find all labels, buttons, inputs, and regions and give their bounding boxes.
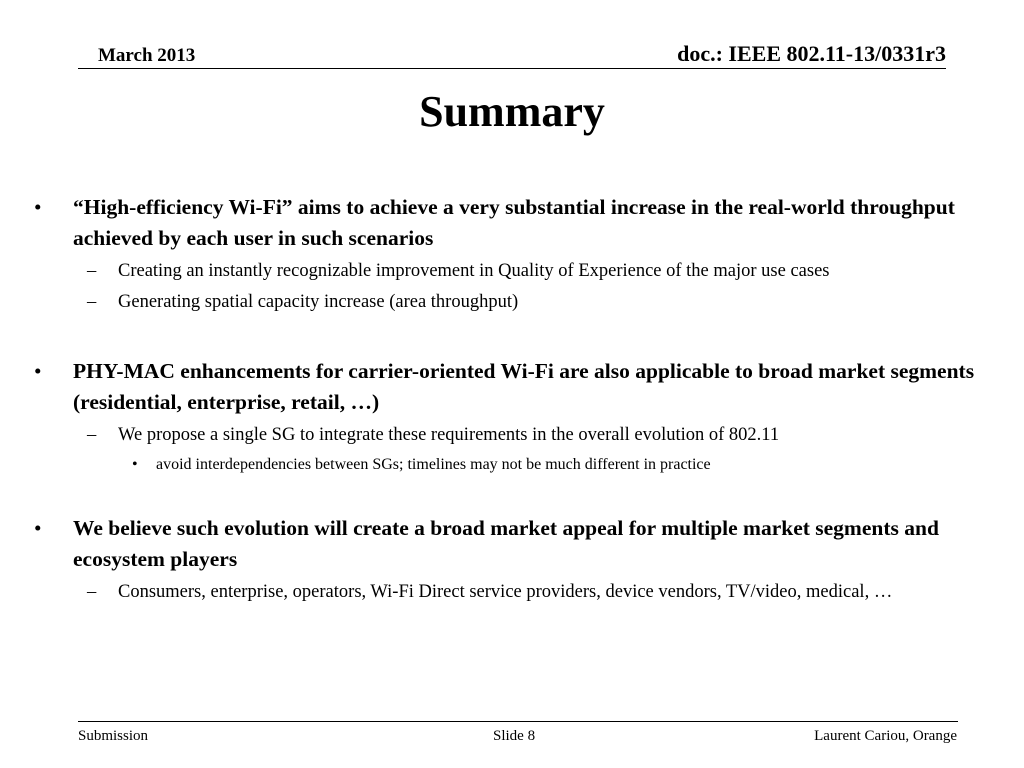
bullet-2-sub-1 (34, 422, 1004, 449)
footer-author: Laurent Cariou, Orange (814, 728, 957, 744)
header-date: March 2013 (98, 45, 196, 66)
bullet-2-sub-1-text: We propose a single SG to integrate these requirements in the overall evolution of 802.11 (118, 425, 780, 445)
bullet-2-text: PHY-MAC enhancements for carrier-oriented Wi-Fi are also applicable to broad market segments (residential, enterprise, retail, …) (73, 359, 975, 414)
footer-submission: Submission (78, 728, 149, 744)
bullet-2-subsub-1 (34, 453, 1004, 477)
bullet-marker: • (132, 456, 138, 473)
slide-title: Summary (419, 87, 605, 136)
bullet-1-sub-1 (34, 258, 1004, 285)
bullet-1-sub-2 (34, 289, 1004, 316)
header-doc-id: doc.: IEEE 802.11-13/0331r3 (677, 41, 946, 66)
bullet-marker: • (34, 195, 42, 219)
bullet-3-text: We believe such evolution will create a broad market appeal for multiple market segments and ecosystem players (73, 516, 939, 571)
bullet-2 (34, 356, 1004, 418)
footer-rule (78, 721, 958, 722)
bullet-1-sub-2-text: Generating spatial capacity increase (area throughput) (118, 292, 519, 312)
dash-marker: – (87, 292, 97, 312)
bullet-1-sub-1-text: Creating an instantly recognizable improvement in Quality of Experience of the major use cases (118, 261, 830, 281)
bullet-marker: • (34, 359, 42, 383)
bullet-2-subsub-1-text: avoid interdependencies between SGs; timelines may not be much different in practice (156, 456, 711, 473)
dash-marker: – (87, 261, 97, 281)
bullet-marker: • (34, 516, 42, 540)
bullet-3 (34, 513, 1004, 575)
bullet-1 (34, 192, 1004, 254)
header-rule (78, 68, 946, 69)
dash-marker: – (87, 582, 97, 602)
dash-marker: – (87, 425, 97, 445)
bullet-3-sub-1-text: Consumers, enterprise, operators, Wi-Fi Direct service providers, device vendors, TV/video, medical, … (118, 582, 893, 602)
bullet-1-text: “High-efficiency Wi-Fi” aims to achieve a very substantial increase in the real-world throughput achieved by each user in such scenarios (73, 195, 955, 250)
slide-body (34, 192, 1004, 606)
footer-slide-number: Slide 8 (493, 728, 536, 744)
bullet-3-sub-1 (34, 579, 1004, 606)
